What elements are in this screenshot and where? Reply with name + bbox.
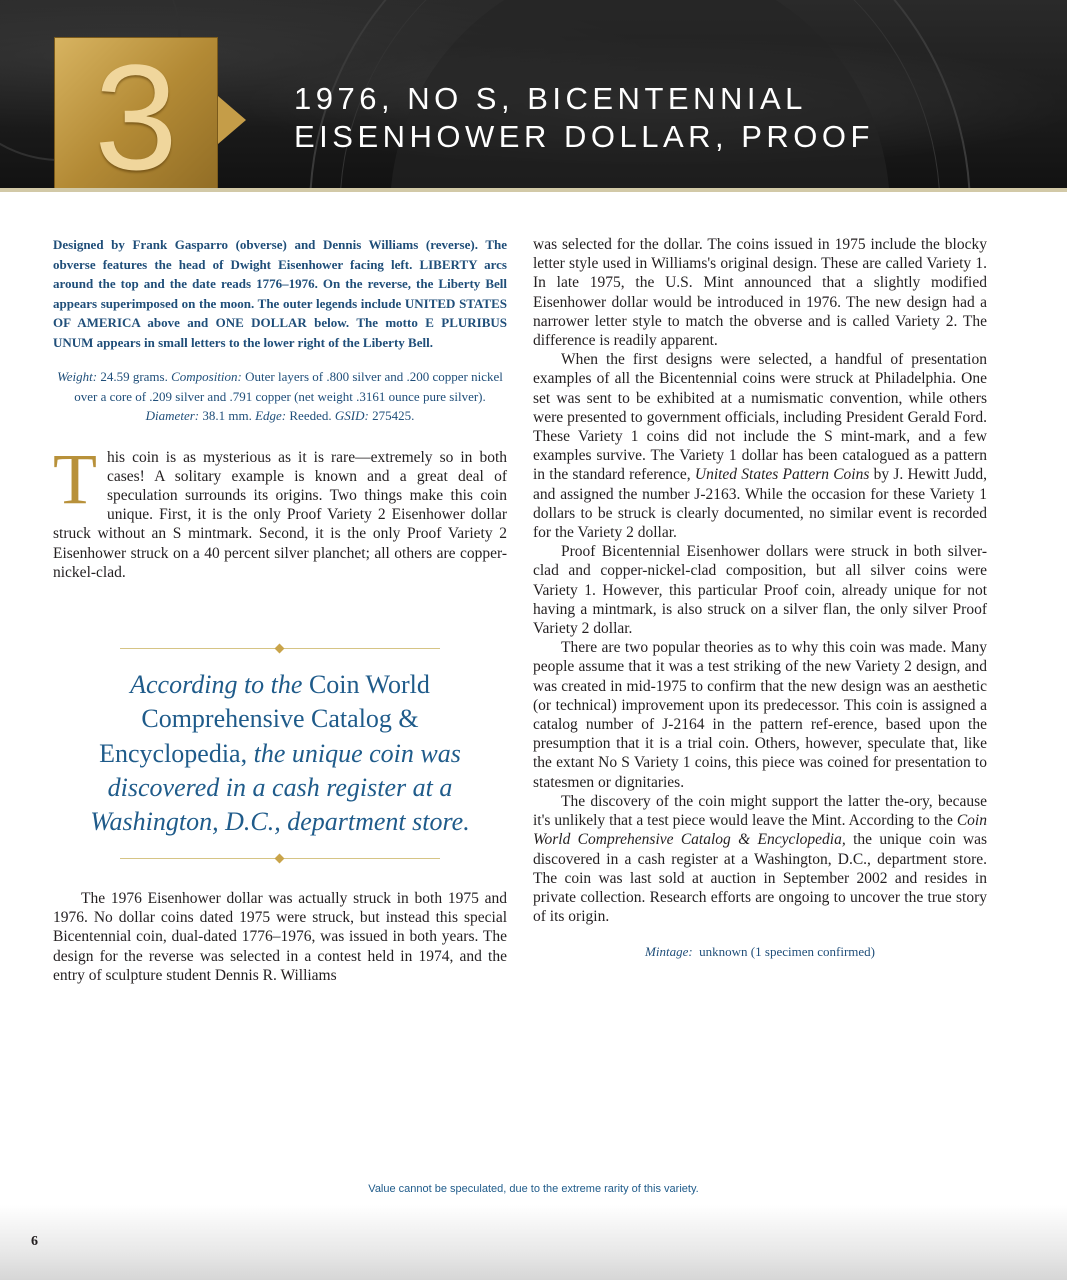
left-column	[53, 235, 507, 582]
pull-quote-source: Coin World Comprehensive Catalog & Encyclopedia,	[99, 670, 430, 768]
pull-quote-lead: According to the	[130, 670, 303, 699]
judd-reference: United States Pattern Coins	[694, 466, 870, 484]
mintage-value: unknown (1 specimen confirmed)	[699, 944, 875, 960]
discovery-paragraph	[533, 792, 987, 926]
left-column-continued	[53, 889, 507, 985]
opening-paragraph-text: his coin is as mysterious as it is rare—extremely so in both cases! A solitary example is known and a great deal of speculation surrounds its origins. Two things make this coin unique. First, it is the only Proof Variety 2 Eisenhower dollar struck without an S mintmark. Second, it is the only Proof Variety 2 Eisenhower struck on a 40 percent silver planchet; all others are copper-nickel-clad.	[53, 448, 507, 581]
page-header	[0, 0, 1067, 192]
diameter-label: Diameter:	[145, 408, 200, 423]
discovery-text-a: The discovery of the coin might support the latter the-ory, because it's unlikely that a test piece would leave the Mint. According to the	[533, 792, 987, 830]
mintage-line	[533, 944, 987, 960]
section-number-badge	[54, 33, 218, 192]
diameter-value: 38.1 mm.	[202, 408, 252, 423]
pull-quote	[90, 648, 470, 860]
right-column	[533, 235, 987, 960]
presentation-paragraph	[533, 350, 987, 542]
gsid-label: GSID:	[334, 408, 369, 423]
value-note: Value cannot be speculated, due to the extreme rarity of this variety.	[368, 1183, 699, 1195]
edge-value: Reeded.	[289, 408, 332, 423]
diamond-ornament-icon	[275, 644, 285, 654]
composition-paragraph: Proof Bicentennial Eisenhower dollars were struck in both silver-clad and copper-nickel-clad composition, but all silver coins were Variety 1. However, this particular Proof coin, already unique for not having a mintmark, is also struck on a silver flan, the only silver Proof Variety 2 dollar.	[533, 543, 987, 638]
gsid-value: 275425.	[372, 408, 415, 423]
presentation-text-a: When the first designs were selected, a handful of presentation examples of all the Bicentennial coins were struck at Philadelphia. One set was sent to be exhibited at a numismatic convention, while others were presented to government officials, including President Gerald Ford. These Variety 1 coins did not include the S mint-mark, and a few examples survive. The Variety 1 dollar has been catalogued as a pattern in the standard reference,	[533, 351, 987, 484]
badge-arrow	[218, 96, 246, 144]
title-line-1: 1976, NO S, BICENTENNIAL	[294, 81, 807, 116]
coin-world-reference: Coin World Comprehensive Catalog & Encyclopedia,	[533, 812, 987, 849]
discovery-text-b: the unique coin was discovered in a cash register at a Washington, D.C., department store. The coin was last sold at auction in September 2002 and resides in private collection. Research efforts are ongoing to uncover the true story of its origin.	[533, 831, 988, 926]
opening-paragraph	[53, 438, 507, 582]
drop-cap: T	[53, 438, 97, 519]
theories-paragraph: There are two popular theories as to why this coin was made. Many people assume that it was a test striking of the new Variety 2 design, and was created in mid-1975 to confirm that the new design was an aesthetic (or technical) improvement upon its predecessor. This coin is assigned a catalog number of J-2164 in the pattern ref-erence, based upon the presumption that it is a trial coin. Others, however, speculate that, like the extant No S Variety 1 coins, this piece was coined for presentation to statesmen or dignitaries.	[533, 639, 987, 791]
title-line-2: EISENHOWER DOLLAR, PROOF	[294, 119, 874, 154]
coin-specifications	[53, 367, 507, 426]
design-description: Designed by Frank Gasparro (obverse) and Dennis Williams (reverse). The obverse features the head of Dwight Eisenhower facing left. LIBERTY arcs around the top and the date reads 1776–1976. On the reverse, the Liberty Bell appears superimposed on the moon. The outer legends include UNITED STATES OF AMERICA above and ONE DOLLAR below. The motto E PLURIBUS UNUM appears in small letters to the lower right of the Liberty Bell.	[53, 237, 507, 350]
mintage-label: Mintage:	[645, 944, 693, 960]
weight-value: 24.59 grams.	[100, 369, 168, 384]
footer-band	[0, 1205, 1067, 1280]
diamond-ornament-icon	[275, 854, 285, 864]
pull-quote-text	[80, 668, 480, 839]
history-paragraph: The 1976 Eisenhower dollar was actually struck in both 1975 and 1976. No dollar coins dated 1975 were struck, but instead this special Bicentennial coin, dual-dated 1776–1976, was issued in both years. The design for the reverse was selected in a contest held in 1974, and the entry of sculpture student Dennis R. Williams	[53, 890, 507, 984]
page-number: 6	[31, 1234, 38, 1249]
composition-value: Outer layers of .800 silver and .200 copper nickel over a core of .209 silver and .791 copper (net weight .3161 ounce pure silver).	[74, 369, 503, 404]
section-number: 3	[94, 33, 178, 192]
page-title	[294, 80, 1034, 156]
presentation-text-b: by J. Hewitt Judd, and assigned the number J-2163. While the occasion for these Variety 1 dollars to be struck is clearly documented, no similar event is recorded for the Variety 2 dollar.	[533, 466, 988, 542]
pull-quote-rest: the unique coin was discovered in a cash register at a Washington, D.C., department store.	[90, 738, 470, 837]
edge-label: Edge:	[255, 408, 287, 423]
variety-paragraph: was selected for the dollar. The coins issued in 1975 include the blocky letter style used in Williams's original design. These are called Variety 1. In late 1975, the U.S. Mint announced that a slightly modified Eisenhower dollar would be introduced in 1976. The new design had a narrower letter style to match the obverse and is called Variety 2. The difference is readily apparent.	[533, 236, 987, 350]
composition-label: Composition:	[171, 369, 242, 384]
weight-label: Weight:	[57, 369, 98, 384]
